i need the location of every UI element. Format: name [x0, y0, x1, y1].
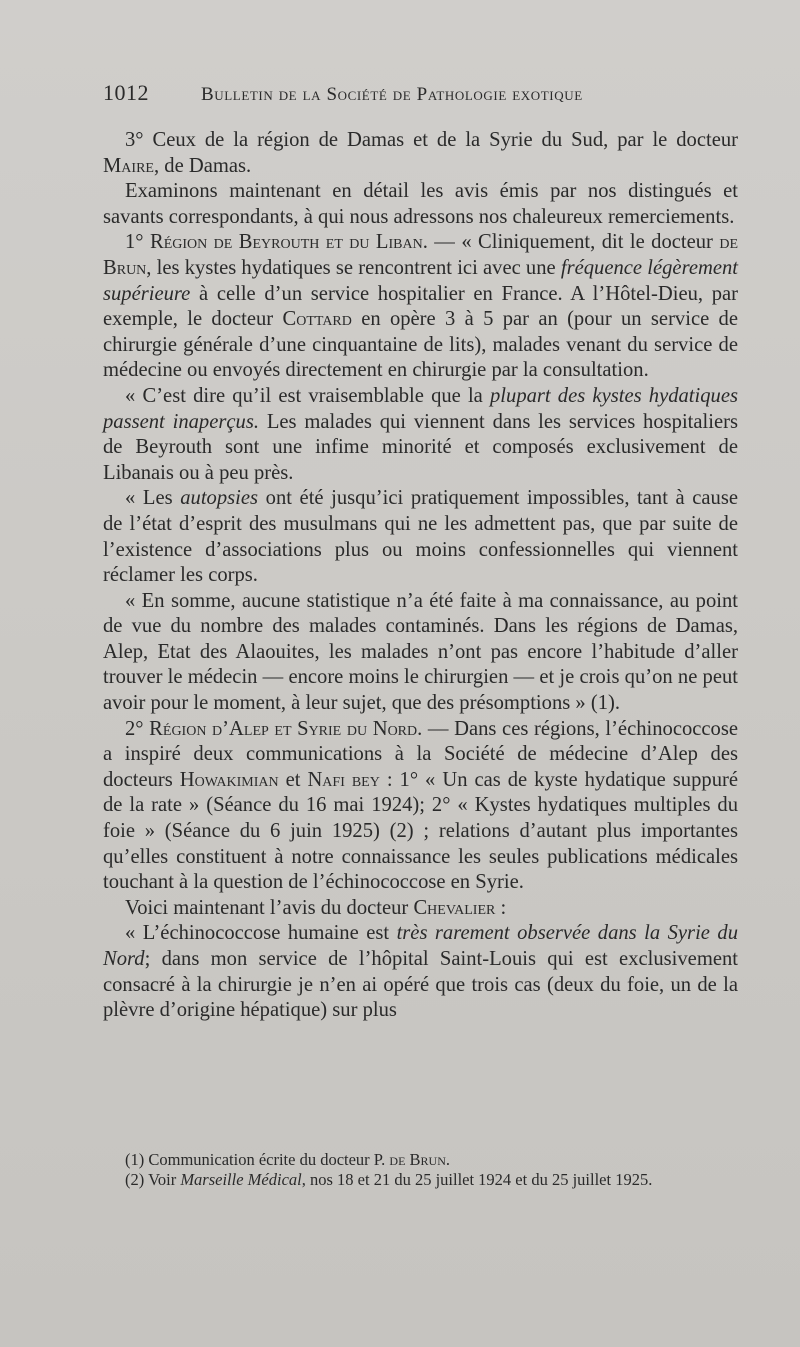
text-run: 1°	[125, 231, 150, 254]
text-run: « Les	[125, 487, 181, 510]
text-run: (2) Voir	[125, 1170, 181, 1189]
text-run: à celle d’un service hospitalier en France. A l’Hôtel-Dieu, par exemple, le docteur	[103, 282, 738, 331]
paragraph-6	[103, 589, 738, 717]
paragraph-1	[103, 128, 738, 179]
author-name: Cottard	[282, 308, 352, 331]
author-name: de Brun	[389, 1150, 446, 1169]
body-text	[103, 128, 738, 1024]
section-heading: Région d’Alep et Syrie du Nord.	[149, 717, 423, 740]
text-run: :	[495, 896, 507, 919]
text-run: Voici maintenant l’avis du docteur	[125, 896, 414, 919]
paragraph-4	[103, 384, 738, 486]
author-name: de Brun	[103, 231, 738, 279]
author-name: Chevalier	[413, 896, 496, 919]
page-number: 1012	[103, 80, 149, 105]
text-run: .	[445, 1150, 450, 1169]
text-run: « En somme, aucune statistique n’a été faite à ma connaissance, au point de vue du nombre des malades contaminés. Dans les régions de Damas, Alep, Etat des Alaouites, les malades n’ont pas encore l’habitude d’aller trouver le médecin — encore moins le chirurgien — et je crois qu’on ne peut avoir pour le moment, à leur sujet, que des présomptions » (1).	[103, 589, 738, 715]
author-name: Maire	[103, 154, 154, 177]
text-run: « L’échinococcose humaine est	[125, 922, 397, 945]
emphasis: très rarement observée dans la Syrie du Nord	[103, 922, 738, 970]
text-run: ont été jusqu’ici pratiquement impossibles, tant à cause de l’état d’esprit des musulmans qui ne les admettent pas, que par suite de l’existence d’associations plus ou moins confessionnelles qui viennent réclamer les corps.	[103, 487, 739, 587]
text-run: et	[278, 768, 308, 791]
text-run: (1) Communication écrite du docteur P.	[125, 1150, 390, 1169]
emphasis: fréquence légèrement supérieure	[103, 256, 738, 305]
journal-title: Marseille Médical	[180, 1170, 302, 1189]
running-title: Bulletin de la Société de Pathologie exotique	[201, 84, 583, 105]
text-run: — « Cliniquement, dit le docteur	[427, 231, 720, 254]
text-run: Les malades qui viennent dans les services hospitaliers de Beyrouth sont une infime minorité et composés exclusivement de Libanais ou à peu près.	[103, 410, 738, 484]
text-run: 3° Ceux de la région de Damas et de la Syrie du Sud, par le docteur	[125, 129, 738, 151]
emphasis: plupart des kystes hydatiques passent inaperçus.	[103, 384, 738, 433]
paragraph-5	[103, 486, 738, 588]
paragraph-8	[103, 896, 738, 922]
text-run: ; dans mon service de l’hôpital Saint-Louis qui est exclusivement consacré à la chirurgie je n’en ai opéré que trois cas (deux du foie, un de la plèvre d’origine hépatique) sur plus	[103, 948, 738, 1022]
paragraph-9	[103, 921, 738, 1023]
text-run: , les kystes hydatiques se rencontrent ici avec une	[146, 256, 561, 279]
paragraph-3	[103, 230, 738, 384]
author-name: Nafi bey	[307, 768, 380, 791]
footnotes	[103, 1150, 728, 1190]
emphasis: autopsies	[180, 487, 259, 510]
text-run: , de Damas.	[153, 154, 252, 177]
author-name: Howakimian	[179, 768, 279, 791]
paragraph-2	[103, 179, 738, 230]
footnote-2	[103, 1170, 728, 1190]
text-run: Examinons maintenant en détail les avis émis par nos distingués et savants correspondants, à qui nous adressons nos chaleureux remerciements.	[103, 180, 738, 228]
footnote-1	[103, 1150, 728, 1170]
text-run: — Dans ces régions, l’échinococcose a inspiré deux communications à la Société de médecine d’Alep des docteurs	[103, 717, 738, 791]
text-run: , nos 18 et 21 du 25 juillet 1924 et du 25 juillet 1925.	[301, 1170, 653, 1189]
paragraph-7	[103, 717, 738, 896]
page-header	[103, 80, 743, 114]
text-run: 2°	[125, 717, 150, 740]
text-run: en opère 3 à 5 par an (pour un service de chirurgie générale d’une cinquantaine de lits), malades venant du service de médecine ou envoyés directement en chirurgie par la consultation.	[103, 308, 738, 382]
text-run: : 1° « Un cas de kyste hydatique suppuré de la rate » (Séance du 16 mai 1924); 2° « Kystes hydatiques multiples du foie » (Séance du 6 juin 1925) (2) ; relations d’autant plus importantes qu’elles constituent à notre connaissance les seules publications médicales touchant à la question de l’échinococcose en Syrie.	[103, 768, 738, 894]
text-run: « C’est dire qu’il est vraisemblable que la	[125, 384, 490, 407]
section-heading: Région de Beyrouth et du Liban.	[149, 231, 428, 254]
